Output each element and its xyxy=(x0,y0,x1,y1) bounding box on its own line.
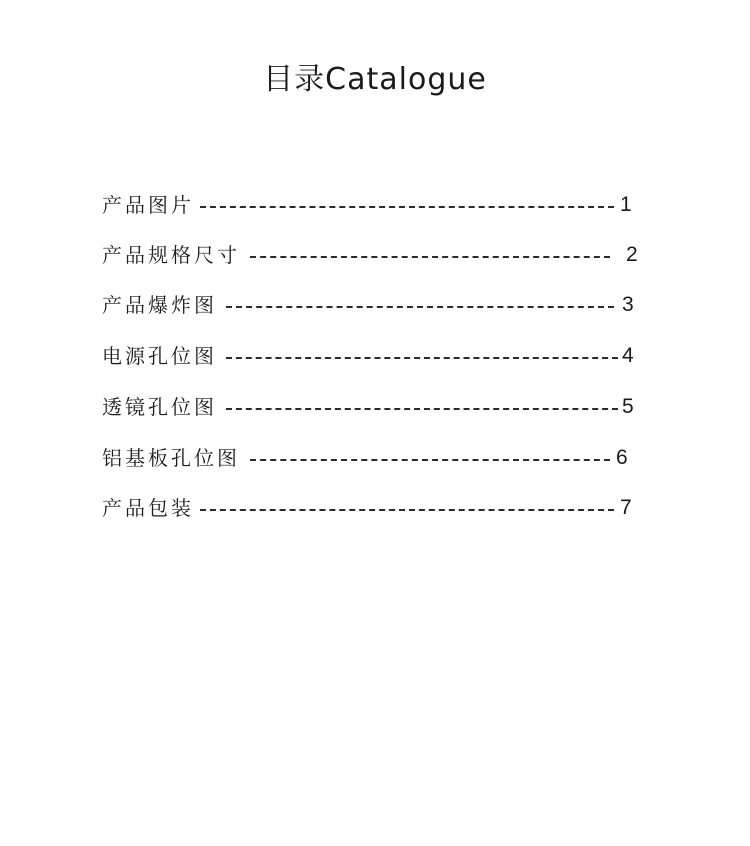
toc-entry[interactable] xyxy=(102,240,642,270)
toc-entry-label: 电源孔位图 xyxy=(102,344,217,368)
toc-entry-label: 产品规格尺寸 xyxy=(102,243,240,267)
toc-entry[interactable] xyxy=(102,341,642,371)
toc-entry-label: 产品图片 xyxy=(102,193,194,217)
toc-entry-page-number: 5 xyxy=(622,395,634,418)
toc-leader-line xyxy=(226,408,618,410)
toc-entry-page-number: 6 xyxy=(616,446,628,469)
toc-entry-page-number: 7 xyxy=(620,496,632,519)
toc-leader-line xyxy=(250,256,610,258)
toc-entry-page-number: 3 xyxy=(622,293,634,316)
toc-entry[interactable] xyxy=(102,493,642,523)
toc-entry[interactable] xyxy=(102,443,642,473)
toc-entry-label: 铝基板孔位图 xyxy=(102,446,240,470)
toc-entry-page-number: 1 xyxy=(620,193,632,216)
toc-leader-line xyxy=(226,306,614,308)
toc-entry-page-number: 4 xyxy=(622,344,634,367)
toc-entry[interactable] xyxy=(102,290,642,320)
toc-entry[interactable] xyxy=(102,190,642,220)
toc-entry-label: 产品包装 xyxy=(102,496,194,520)
toc-leader-line xyxy=(200,206,614,208)
table-of-contents xyxy=(102,0,642,846)
toc-leader-line xyxy=(250,459,610,461)
toc-entry-label: 产品爆炸图 xyxy=(102,293,217,317)
toc-entry-page-number: 2 xyxy=(626,243,638,266)
toc-entry-label: 透镜孔位图 xyxy=(102,395,217,419)
page-title: 目录Catalogue xyxy=(263,62,487,97)
toc-leader-line xyxy=(200,509,614,511)
toc-leader-line xyxy=(226,357,618,359)
toc-entry[interactable] xyxy=(102,392,642,422)
